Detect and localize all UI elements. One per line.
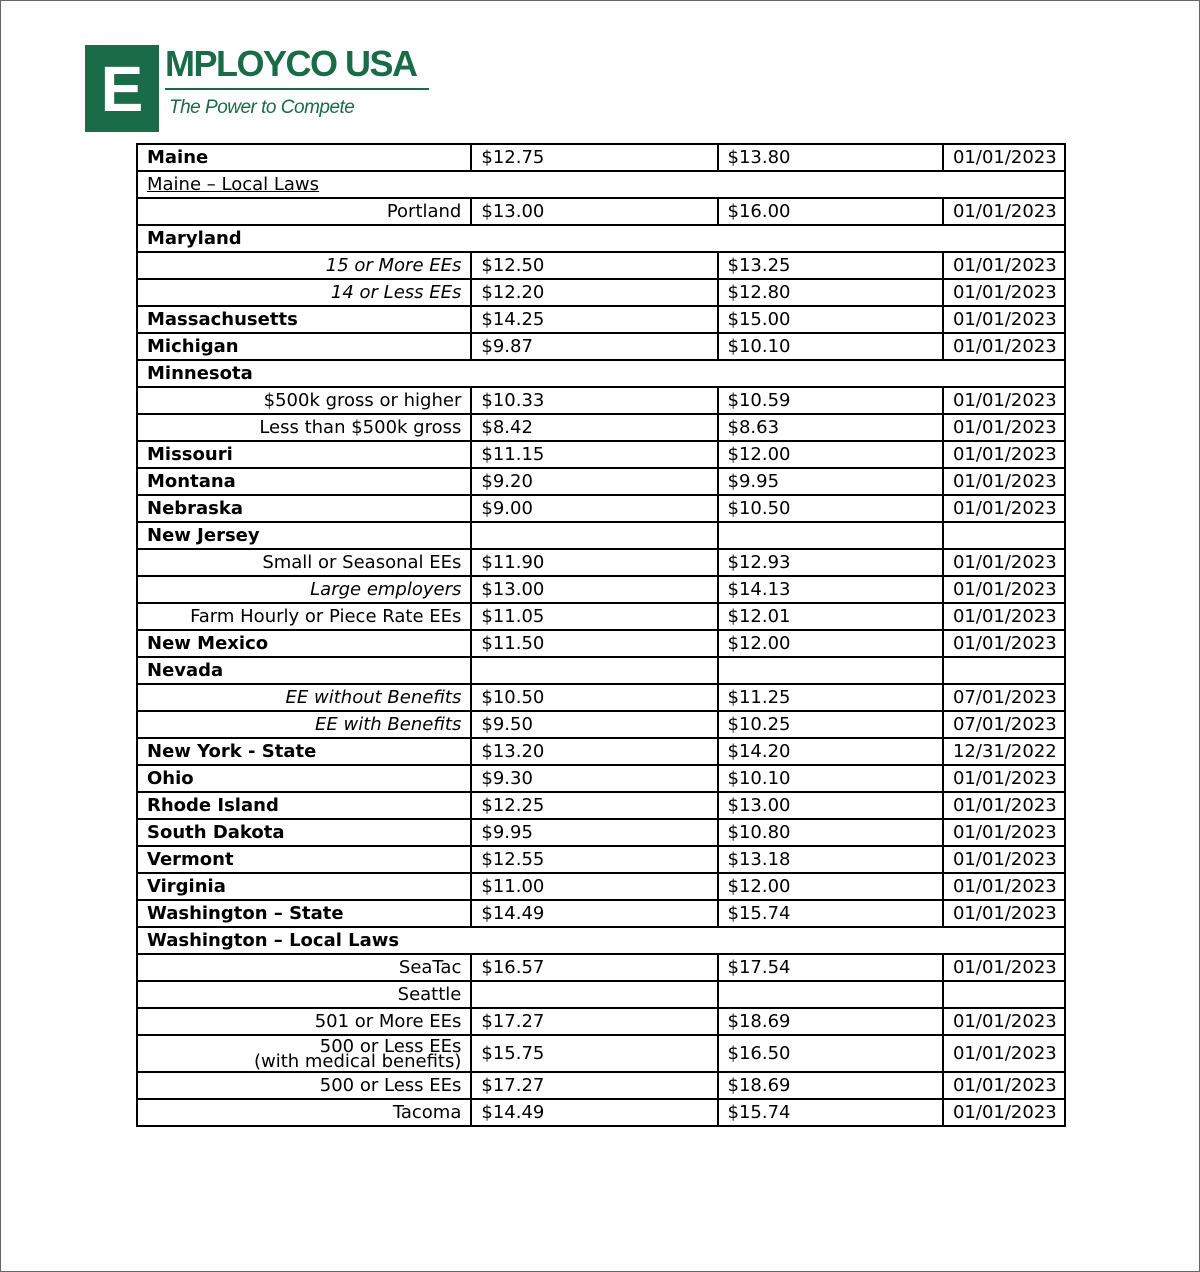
- row-label: EE with Benefits: [137, 711, 471, 738]
- row-label: Michigan: [137, 333, 471, 360]
- row-label: New Jersey: [137, 522, 471, 549]
- row-label: EE without Benefits: [137, 684, 471, 711]
- employco-logo: [85, 45, 435, 135]
- table-row: [137, 1035, 1065, 1072]
- table-row: [137, 603, 1065, 630]
- wage-rate-current: $13.00: [471, 198, 717, 225]
- table-row: [137, 198, 1065, 225]
- wage-rate-new: $10.10: [718, 765, 943, 792]
- effective-date: 01/01/2023: [943, 900, 1065, 927]
- wage-rate-new: $12.01: [718, 603, 943, 630]
- row-label: Maine – Local Laws: [137, 171, 1065, 198]
- row-label: Nevada: [137, 657, 471, 684]
- table-row: [137, 873, 1065, 900]
- wage-rate-new: $12.93: [718, 549, 943, 576]
- effective-date: 01/01/2023: [943, 1035, 1065, 1072]
- table-row: [137, 927, 1065, 954]
- table-row: [137, 252, 1065, 279]
- row-label-line: 500 or Less EEs: [319, 1035, 462, 1057]
- wage-rate-new: $16.00: [718, 198, 943, 225]
- wage-rate-new: $9.95: [718, 468, 943, 495]
- table-row: [137, 684, 1065, 711]
- wage-rate-new: $14.20: [718, 738, 943, 765]
- wage-rate-current: $14.49: [471, 1099, 717, 1126]
- wage-rate-new: $17.54: [718, 954, 943, 981]
- table-row: [137, 441, 1065, 468]
- wage-rate-current: $14.49: [471, 900, 717, 927]
- wage-rate-current: $17.27: [471, 1072, 717, 1099]
- wage-rate-new: [718, 981, 943, 1008]
- wage-rate-current: $9.50: [471, 711, 717, 738]
- table-row: [137, 711, 1065, 738]
- wage-rate-current: $13.20: [471, 738, 717, 765]
- logo-rule: [165, 88, 429, 90]
- table-row: [137, 522, 1065, 549]
- table-row: [137, 1008, 1065, 1035]
- row-label: Large employers: [137, 576, 471, 603]
- wage-rate-new: $15.00: [718, 306, 943, 333]
- wage-rate-current: $16.57: [471, 954, 717, 981]
- effective-date: 01/01/2023: [943, 144, 1065, 171]
- wage-rate-current: $17.27: [471, 1008, 717, 1035]
- effective-date: 07/01/2023: [943, 711, 1065, 738]
- row-label: 14 or Less EEs: [137, 279, 471, 306]
- effective-date: 01/01/2023: [943, 414, 1065, 441]
- wage-rate-new: $14.13: [718, 576, 943, 603]
- wage-rate-current: $13.00: [471, 576, 717, 603]
- effective-date: [943, 522, 1065, 549]
- wage-rate-new: [718, 657, 943, 684]
- row-label: Massachusetts: [137, 306, 471, 333]
- wage-rate-current: $11.50: [471, 630, 717, 657]
- wage-rate-current: $9.87: [471, 333, 717, 360]
- logo-letter: E: [100, 52, 144, 125]
- logo-wordmark: MPLOYCO USA: [165, 43, 417, 84]
- row-label: Missouri: [137, 441, 471, 468]
- wage-rate-new: [718, 522, 943, 549]
- table-row: [137, 144, 1065, 171]
- row-label: Maryland: [137, 225, 1065, 252]
- wage-rate-current: $8.42: [471, 414, 717, 441]
- wage-rate-current: $12.20: [471, 279, 717, 306]
- wage-rate-new: $12.00: [718, 441, 943, 468]
- wage-rate-current: $12.75: [471, 144, 717, 171]
- table-row: [137, 765, 1065, 792]
- effective-date: 01/01/2023: [943, 279, 1065, 306]
- wage-rate-current: $15.75: [471, 1035, 717, 1072]
- row-label: South Dakota: [137, 819, 471, 846]
- wage-rate-new: $10.59: [718, 387, 943, 414]
- wage-rate-current: $14.25: [471, 306, 717, 333]
- table-row: [137, 576, 1065, 603]
- table-row: [137, 387, 1065, 414]
- table-row: [137, 225, 1065, 252]
- table-row: [137, 819, 1065, 846]
- wage-rate-new: $13.18: [718, 846, 943, 873]
- table-row: [137, 846, 1065, 873]
- row-label: Minnesota: [137, 360, 1065, 387]
- wage-rate-new: $12.00: [718, 630, 943, 657]
- table-row: [137, 900, 1065, 927]
- effective-date: [943, 657, 1065, 684]
- wage-rate-new: $12.80: [718, 279, 943, 306]
- wage-rate-new: $10.50: [718, 495, 943, 522]
- wage-rate-current: $11.05: [471, 603, 717, 630]
- wage-rate-new: $13.80: [718, 144, 943, 171]
- effective-date: 01/01/2023: [943, 549, 1065, 576]
- table-row: [137, 495, 1065, 522]
- row-label: Maine: [137, 144, 471, 171]
- effective-date: 01/01/2023: [943, 630, 1065, 657]
- effective-date: 01/01/2023: [943, 846, 1065, 873]
- wage-rate-current: $9.30: [471, 765, 717, 792]
- wage-rate-new: $15.74: [718, 900, 943, 927]
- row-label: Tacoma: [137, 1099, 471, 1126]
- table-row: [137, 414, 1065, 441]
- wage-rate-new: $18.69: [718, 1072, 943, 1099]
- wage-rate-new: $10.10: [718, 333, 943, 360]
- row-label: Montana: [137, 468, 471, 495]
- effective-date: 01/01/2023: [943, 252, 1065, 279]
- row-label: Farm Hourly or Piece Rate EEs: [137, 603, 471, 630]
- wage-rate-current: [471, 522, 717, 549]
- wage-rate-new: $12.00: [718, 873, 943, 900]
- effective-date: 01/01/2023: [943, 765, 1065, 792]
- effective-date: 01/01/2023: [943, 954, 1065, 981]
- wage-table-body: [137, 144, 1065, 1126]
- table-row: [137, 738, 1065, 765]
- wage-rate-new: $16.50: [718, 1035, 943, 1072]
- wage-rate-current: $11.90: [471, 549, 717, 576]
- row-label: Less than $500k gross: [137, 414, 471, 441]
- table-row: [137, 333, 1065, 360]
- wage-rate-current: $11.00: [471, 873, 717, 900]
- wage-rate-new: $8.63: [718, 414, 943, 441]
- table-row: [137, 954, 1065, 981]
- effective-date: 01/01/2023: [943, 198, 1065, 225]
- row-label: New Mexico: [137, 630, 471, 657]
- effective-date: 01/01/2023: [943, 495, 1065, 522]
- effective-date: 01/01/2023: [943, 441, 1065, 468]
- effective-date: 07/01/2023: [943, 684, 1065, 711]
- effective-date: 01/01/2023: [943, 603, 1065, 630]
- row-label: Seattle: [137, 981, 471, 1008]
- row-label: New York - State: [137, 738, 471, 765]
- row-label: SeaTac: [137, 954, 471, 981]
- wage-rate-new: $18.69: [718, 1008, 943, 1035]
- row-label: Washington – Local Laws: [137, 927, 1065, 954]
- row-label: Small or Seasonal EEs: [137, 549, 471, 576]
- table-row: [137, 171, 1065, 198]
- table-row: [137, 468, 1065, 495]
- wage-rate-new: $13.00: [718, 792, 943, 819]
- wage-rate-current: $9.20: [471, 468, 717, 495]
- wage-rate-new: $10.25: [718, 711, 943, 738]
- row-label: Portland: [137, 198, 471, 225]
- minimum-wage-table: [136, 143, 1066, 1127]
- effective-date: 01/01/2023: [943, 792, 1065, 819]
- effective-date: [943, 981, 1065, 1008]
- wage-rate-current: $12.25: [471, 792, 717, 819]
- table-row: [137, 792, 1065, 819]
- row-label: Vermont: [137, 846, 471, 873]
- wage-rate-new: $15.74: [718, 1099, 943, 1126]
- row-label: Ohio: [137, 765, 471, 792]
- effective-date: 01/01/2023: [943, 1072, 1065, 1099]
- wage-rate-current: $10.33: [471, 387, 717, 414]
- effective-date: 01/01/2023: [943, 576, 1065, 603]
- effective-date: 12/31/2022: [943, 738, 1065, 765]
- row-label: Rhode Island: [137, 792, 471, 819]
- wage-rate-current: $9.95: [471, 819, 717, 846]
- row-label: [137, 1035, 471, 1072]
- row-label: Virginia: [137, 873, 471, 900]
- table-row: [137, 981, 1065, 1008]
- wage-rate-current: $10.50: [471, 684, 717, 711]
- row-label: $500k gross or higher: [137, 387, 471, 414]
- wage-rate-current: $12.55: [471, 846, 717, 873]
- table-row: [137, 630, 1065, 657]
- table-row: [137, 306, 1065, 333]
- row-label: Washington – State: [137, 900, 471, 927]
- logo-mark: [85, 45, 159, 132]
- effective-date: 01/01/2023: [943, 333, 1065, 360]
- table-row: [137, 360, 1065, 387]
- wage-rate-new: $11.25: [718, 684, 943, 711]
- wage-rate-current: $9.00: [471, 495, 717, 522]
- row-label: 15 or More EEs: [137, 252, 471, 279]
- row-label: 500 or Less EEs: [137, 1072, 471, 1099]
- wage-rate-current: [471, 981, 717, 1008]
- effective-date: 01/01/2023: [943, 819, 1065, 846]
- effective-date: 01/01/2023: [943, 468, 1065, 495]
- effective-date: 01/01/2023: [943, 1099, 1065, 1126]
- effective-date: 01/01/2023: [943, 873, 1065, 900]
- row-label: Nebraska: [137, 495, 471, 522]
- table-row: [137, 549, 1065, 576]
- row-label: 501 or More EEs: [137, 1008, 471, 1035]
- wage-rate-new: $13.25: [718, 252, 943, 279]
- table-row: [137, 657, 1065, 684]
- effective-date: 01/01/2023: [943, 1008, 1065, 1035]
- table-row: [137, 1099, 1065, 1126]
- effective-date: 01/01/2023: [943, 306, 1065, 333]
- effective-date: 01/01/2023: [943, 387, 1065, 414]
- logo-tagline: The Power to Compete: [169, 97, 355, 118]
- wage-rate-current: $12.50: [471, 252, 717, 279]
- row-label-note: (with medical benefits): [253, 1050, 462, 1072]
- table-row: [137, 279, 1065, 306]
- wage-rate-new: $10.80: [718, 819, 943, 846]
- wage-rate-current: [471, 657, 717, 684]
- table-row: [137, 1072, 1065, 1099]
- wage-rate-current: $11.15: [471, 441, 717, 468]
